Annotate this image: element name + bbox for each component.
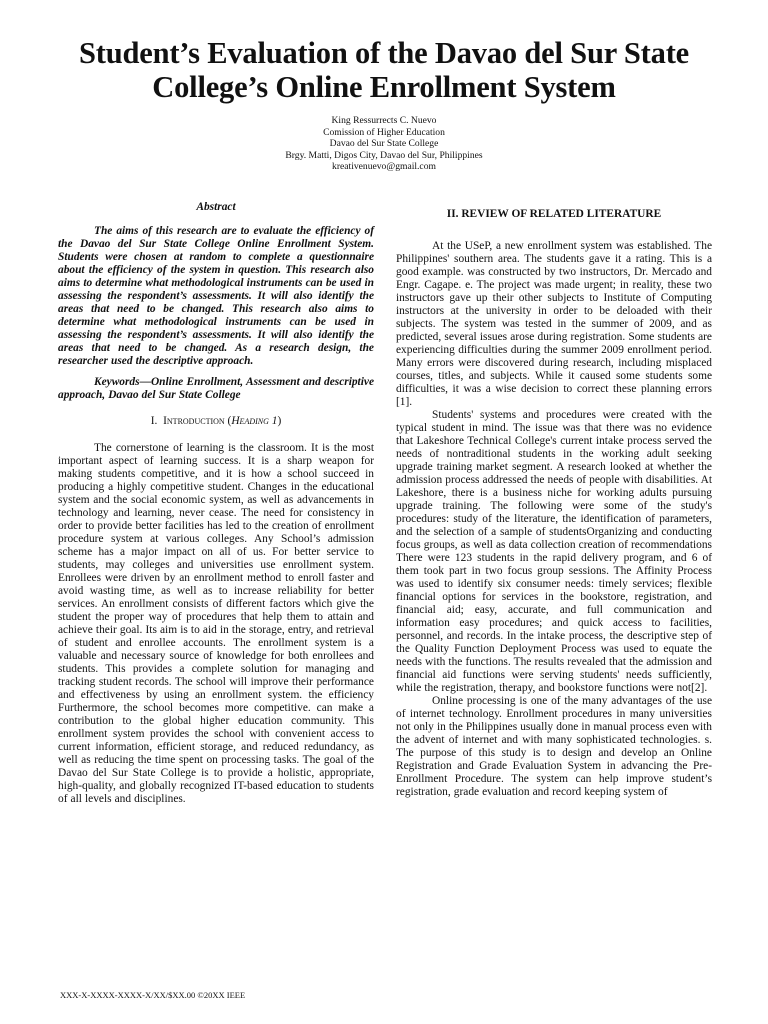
author-organization: Comission of Higher Education [323,126,445,138]
left-column [58,199,374,806]
author-name: King Ressurrects C. Nuevo [331,115,437,126]
section-2-heading: II. REVIEW OF RELATED LITERATURE [446,208,662,220]
keywords: Keywords—Online Enrollment, Assessment and descriptive approach, Davao del Sur State College [58,376,374,401]
literature-paragraph-2: Students' systems and procedures were created with the typical student in mind. The issue was that there was no evidence that Lakeshore Technical College's current intake process served the needs of nontraditional students in the working adult seeking upgrade training market segment. A research looked at whether the admission process addressed the needs of people with disabilities. At Lakeshore, there is a business niche for working adults pursuing upgrade training. The following were some of the study's procedures: study of the literature, the identification of parameters, and the selection of a sample of studentsOrganizing and conducting focus groups, as well as data collection creation of recommendations There were 123 students in the rapid delivery program, and 6 of them took part in two focus group sessions. The Affinity Process was used to identify six consumer needs: timely services; flexible financial options for services in the bookstore, registration, and financial aid; easy, accurate, and full communication and information easy procedures; and quick access to facilities, personnel, and records. In the intake process, the descriptive step of the Quality Function Deployment Process was used to equate the needs with the functions. The results revealed that the admission and financial aid functions were serving students' needs sufficiently, while the registration, therapy, and bookstore functions were not[2]. [396,409,712,694]
title-line-1: Student’s Evaluation of the Davao del Sur State [79,36,689,70]
author-institution: Davao del Sur State College [329,138,439,150]
section-1-title: Introduction ( [163,415,232,427]
author-email: kreativenuevo@gmail.com [332,161,436,173]
right-column [396,199,712,799]
copyright-footer: XXX-X-XXXX-XXXX-X/XX/$XX.00 ©20XX IEEE [60,990,246,1000]
section-1-title-italic: Heading 1 [231,415,278,427]
literature-paragraph-1: At the USeP, a new enrollment system was established. The Philippines' southern area. The students gave it a rating. This is a good example. was constructed by two instructors, Dr. Mercado and Engr. Cagape. e. The project was made urgent; in reality, these two instructors gave up their other subjects to Institute of Computing instructors at the university in order to be deloaded with their subjects. The system was tested in the summer of 2009, and as predicted, several issues arose during registration. Some students are experiencing difficulties during the summer 2009 enrollment period. Many errors were discovered during research, including misplaced courses, titles, and subjects. While it caused some students some difficulties, it was a wise decision to correct these planning errors [1]. [396,240,712,408]
literature-paragraph-3: Online processing is one of the many advantages of the use of internet technology. Enrollment procedures in many universities not only in the Philippines usually done in manual process even with the advent of internet and with many sophisticated technologies. s. The purpose of this study is to design and develop an Online Registration and Grade Evaluation System in advancing the Pre-Enrollment Procedure. The system can help improve student’s registration, grade evaluation and record keeping system of [396,695,712,798]
author-block [184,115,584,173]
abstract-heading: Abstract [196,201,236,213]
paper-title [40,36,728,104]
author-address: Brgy. Matti, Digos City, Davao del Sur, Philippines [285,149,483,161]
introduction-paragraph: The cornerstone of learning is the classroom. It is the most important aspect of learning success. It is a sharp weapon for making students competitive, and it is how a school succeed in producing a highly competitive student. Changes in the educational system and the social economic system, as well as advancements in technology and learning, never cease. The need for consistency in order to provide better facilities has led to the creation of enrollment procedure system at various colleges. Any School’s admission scheme has a major impact on all of us. For better service to students, may colleges and universities use enrollment system. Enrollees were driven by an enrollment method to enroll faster and avoid wasting time, as well as to increase reliability for better services. An enrollment consists of different factors which give the student the proper way of procedures that help them to attain and achieve their goal. Its aim is to aid in the storage, entry, and retrieval of student and enrollee accounts. The enrollment system is a valuable and necessary source of knowledge for both enrollees and students. This provides a complete solution for managing and tracking student records. The school will improve their performance and effectiveness by using an enrollment system. the efficiency Furthermore, the school becomes more competitive. can make a contribution to the global higher education community. This enrollment system provides the school with convenient access to current information, efficient storage, and reduced redundancy, as well as reducing the time spent on processing tasks. The goal of the Davao del Sur State College is to provide a holistic, appropriate, high-quality, and globally recognized IT-based education to students of all levels and disciplines. [58,442,374,805]
section-1-heading [58,414,374,428]
title-line-2: College’s Online Enrollment System [152,70,616,104]
section-1-number: I. [150,415,158,427]
abstract-text: The aims of this research are to evaluate the efficiency of the Davao del Sur State College Online Enrollment System. Students were chosen at random to complete a questionnaire about the efficiency of the system in question. This research also aims to determine what methodological instruments can be used in assessing the respondent’s assessments. It will also identify the areas that need to be changed. This research also aims to determine what methodological instruments can be used in assessing the respondent’s assessments. It will also identify the areas that need to be changed. As a research design, the researcher used the descriptive approach. [58,225,374,367]
section-1-title-close: ) [277,415,282,427]
